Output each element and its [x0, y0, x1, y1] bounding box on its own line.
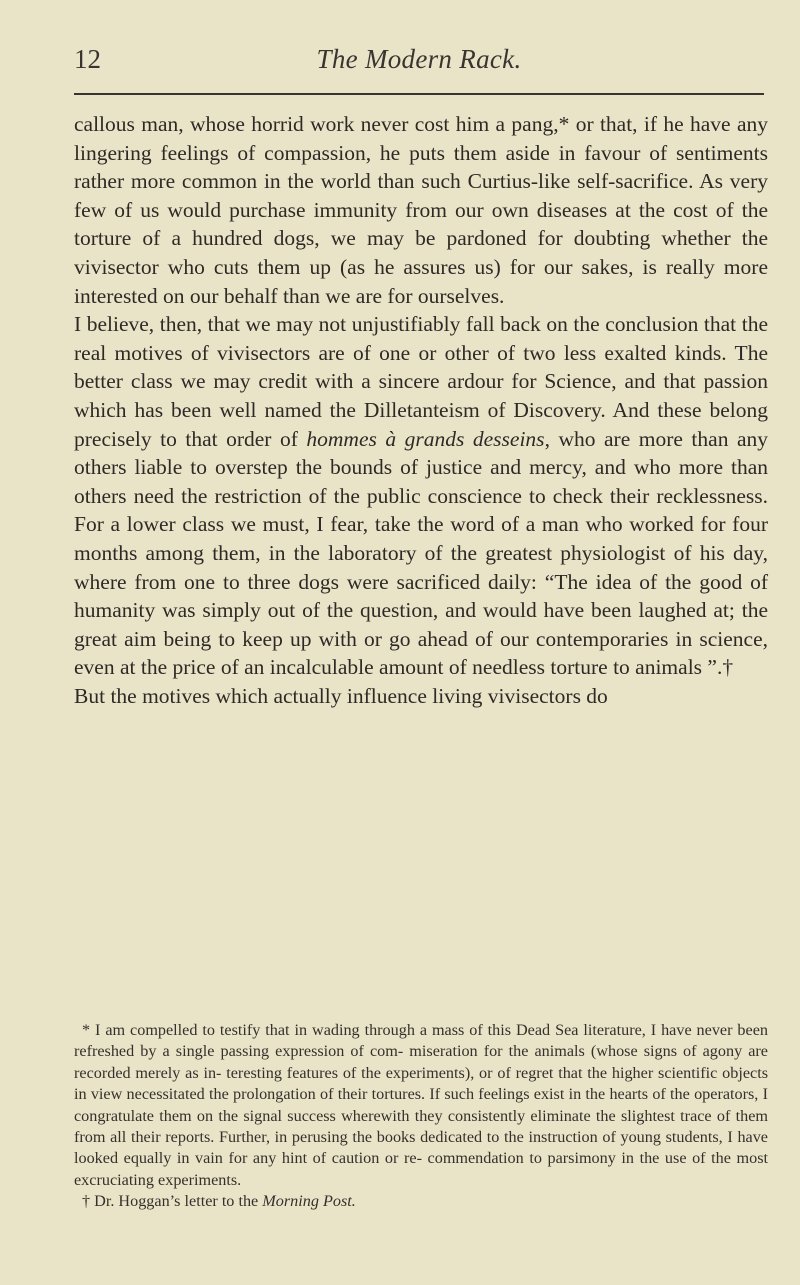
paragraph-2-part-2: , who are more than any others liable to overstep the bounds of justice and mercy, and who more than others need the restriction of the public conscience to check their recklessness. For a lower class we must, I fear, take the word of a man who worked for four months among them, in the laboratory of the greatest physiologist of his day, where from one to three dogs were sacrificed daily: “The idea of the good of humanity was simply out of the question, and would have been laughed at; the great aim being to keep up with or go ahead of our contemporaries in science, even at the price of an incalculable amount of needless torture to animals ”.†	[74, 426, 769, 680]
header-rule	[74, 93, 764, 95]
paragraph-2-italic-phrase: hommes à grands desseins	[306, 426, 545, 451]
footnote-dagger-text: † Dr. Hoggan’s letter to the	[82, 1192, 263, 1211]
page-header	[74, 44, 764, 84]
running-title: The Modern Rack.	[316, 44, 522, 74]
footnotes	[74, 1020, 768, 1213]
footnote-asterisk: * I am compelled to testify that in wading through a mass of this Dead Sea literature, I have never been refreshed by a single passing expression of com- miseration for the animals (whose signs of agony are recorded merely as in- teresting features of the experiments), or of regret that the higher scientific objects in view necessitated the prolongation of their tortures. If such feelings exist in the hearts of the operators, I congratulate them on the signal success wherewith they consistently eliminate the slightest trace of them from all their reports. Further, in perusing the books dedicated to the instruction of young students, I have looked equally in vain for any hint of caution or re- commendation to parsimony in the use of the most excruciating experiments.	[74, 1021, 768, 1189]
paragraph-3: But the motives which actually influence living vivisectors do	[74, 683, 608, 708]
paragraph-2	[74, 310, 768, 682]
paragraph-2-part-1: I believe, then, that we may not unjustifiably fall back on the conclusion that the real motives of vivisectors are of one or other of two less exalted kinds. The better class we may credit with a sincere ardour for Science, and that passion which has been well named the Dilletanteism of Discovery. And these belong precisely to that order of	[74, 312, 768, 451]
footnote-dagger-italic: Morning Post.	[262, 1192, 356, 1211]
page-number: 12	[74, 44, 101, 74]
body-text	[74, 110, 768, 710]
footnote-dagger	[74, 1191, 768, 1212]
paragraph-1: callous man, whose horrid work never cost him a pang,* or that, if he have any lingering feelings of compassion, he puts them aside in favour of sentiments rather more common in the world than such Curtius-like self-sacrifice. As very few of us would purchase immunity from our own diseases at the cost of the torture of a hundred dogs, we may be pardoned for doubting whether the vivisector who cuts them up (as he assures us) for our sakes, is really more interested on our behalf than we are for ourselves.	[74, 112, 768, 308]
